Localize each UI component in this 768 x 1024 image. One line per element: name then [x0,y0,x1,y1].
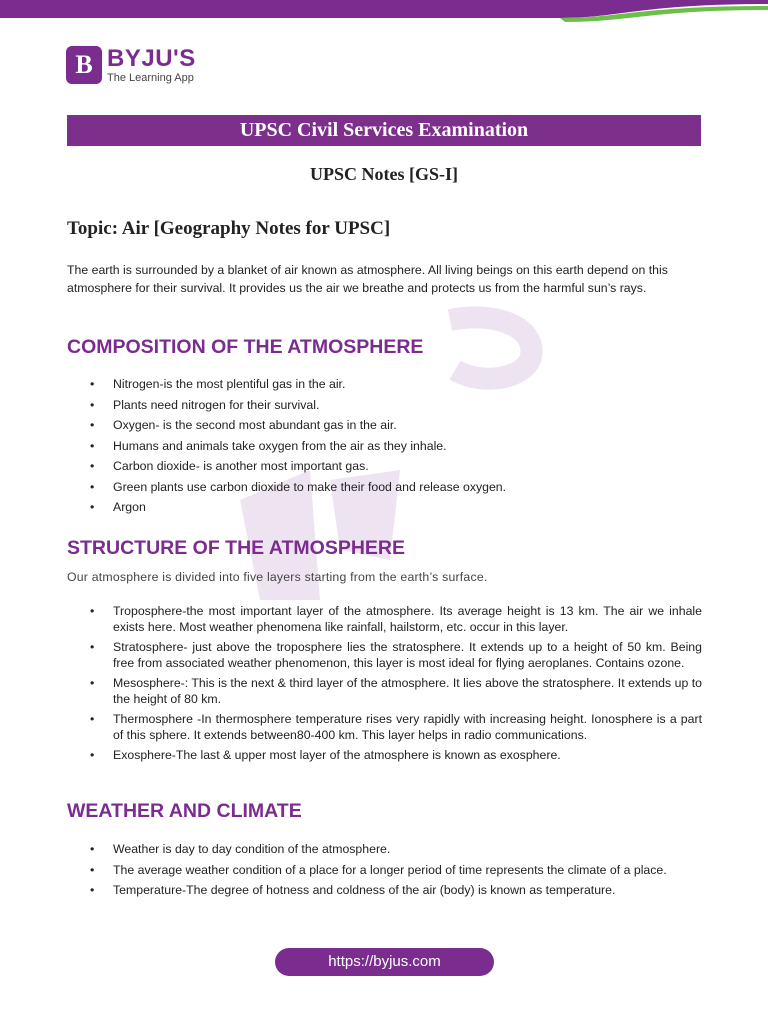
logo-brand-name: BYJU'S [107,44,196,72]
section-heading-composition: COMPOSITION OF THE ATMOSPHERE [67,336,424,358]
list-item: • The average weather condition of a place for a longer period of time represents the climate of a place. [90,863,702,879]
list-item: • Temperature-The degree of hotness and coldness of the air (body) is known as temperature. [90,883,702,899]
list-item: • Humans and animals take oxygen from the air as they inhale. [90,439,702,455]
composition-list [90,377,702,521]
logo-tagline: The Learning App [107,71,194,84]
list-item: • Troposphere-the most important layer of the atmosphere. Its average height is 13 km. The air we inhale exists here. Most weather phenomena like rainfall, hailstorm, etc. occur in this layer. [90,604,702,635]
byjus-logo[interactable] [66,44,196,86]
weather-list [90,842,702,904]
list-item: • Oxygen- is the second most abundant gas in the air. [90,418,702,434]
intro-paragraph: The earth is surrounded by a blanket of air known as atmosphere. All living beings on this earth depend on this atmosphere for their survival. It provides us the air we breathe and protects us from the harmful sun’s rays. [67,263,668,295]
list-item: • Carbon dioxide- is another most important gas. [90,459,702,475]
list-item: • Argon [90,500,702,516]
structure-list [90,604,702,769]
exam-banner: UPSC Civil Services Examination [67,115,701,146]
list-item: • Nitrogen-is the most plentiful gas in the air. [90,377,702,393]
footer-url-link[interactable]: https://byjus.com [275,948,494,976]
list-item: • Plants need nitrogen for their survival. [90,398,702,414]
list-item: • Green plants use carbon dioxide to make their food and release oxygen. [90,480,702,496]
list-item: • Stratosphere- just above the troposphere lies the stratosphere. It extends up to a height of 50 km. Being free from associated weather phenomenon, this layer is most ideal for flying aeroplanes. Contains ozone. [90,640,702,671]
topic-title: Topic: Air [Geography Notes for UPSC] [67,218,391,239]
top-decorative-band [0,0,768,22]
list-item: • Mesosphere-: This is the next & third layer of the atmosphere. It lies above the stratosphere. It extends up to the height of 80 km. [90,676,702,707]
section-heading-weather: WEATHER AND CLIMATE [67,800,302,822]
section-heading-structure: STRUCTURE OF THE ATMOSPHERE [67,537,406,559]
list-item: • Weather is day to day condition of the atmosphere. [90,842,702,858]
logo-mark: B [66,46,102,84]
list-item: • Exosphere-The last & upper most layer of the atmosphere is known as exosphere. [90,748,702,764]
structure-intro: Our atmosphere is divided into five layers starting from the earth’s surface. [67,570,488,584]
notes-subtitle: UPSC Notes [GS-I] [310,164,458,184]
list-item: • Thermosphere -In thermosphere temperature rises very rapidly with increasing height. Ionosphere is a part of this sphere. It extends between80-400 km. This layer helps in radio communications. [90,712,702,743]
